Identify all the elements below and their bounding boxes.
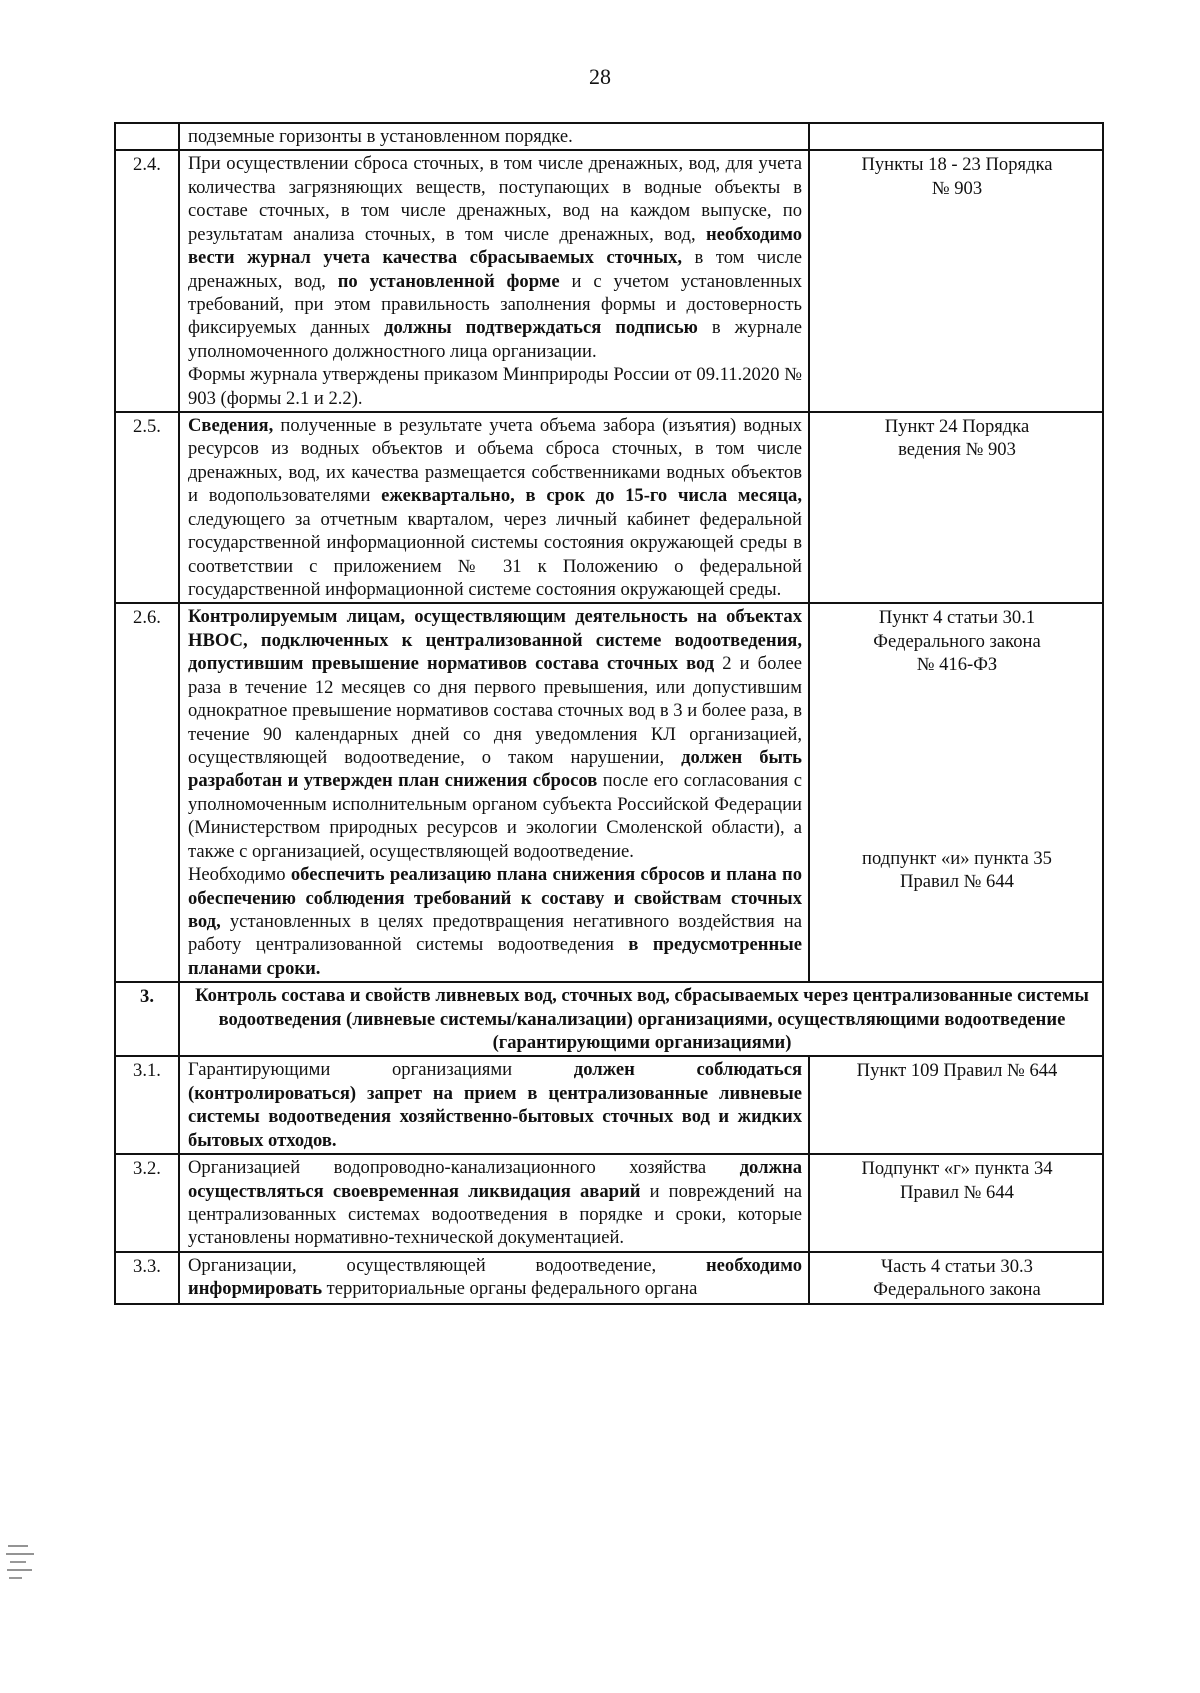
text-fragment: подземные горизонты в установленном порядке. xyxy=(188,126,573,147)
requirements-table-body xyxy=(115,123,1103,1304)
requirement-row xyxy=(115,603,1103,982)
reference-spacer xyxy=(818,830,1096,847)
requirement-row xyxy=(115,123,1103,150)
requirement-row xyxy=(115,1056,1103,1154)
text-fragment: следующего за отчетным кварталом, через личный кабинет федеральной государственной информационной системы состояния окружающей среды в соответствии с приложением № 31 к Положению о федеральной государственной информационной системе состояния окружающей среды. xyxy=(188,508,802,601)
text-fragment: При осуществлении сброса сточных, в том числе дренажных, вод, для учета количества загрязняющих веществ, поступающих в водные объекты в составе сточных, в том числе дренажных, вод на каждом выпуске, по результатам анализа сточных, в том числе дренажных, вод, xyxy=(188,153,802,245)
legal-reference xyxy=(809,603,1103,982)
requirement-text xyxy=(179,603,809,982)
emphasized-text: по установленной форме xyxy=(337,270,560,292)
item-number: 3.3. xyxy=(115,1252,179,1304)
requirement-text xyxy=(179,1056,809,1154)
requirement-row xyxy=(115,1154,1103,1252)
emphasized-text: необходимо информировать xyxy=(188,1254,802,1300)
emphasized-text: в предусмотренные планами сроки. xyxy=(188,934,802,979)
reference-line: № 416-ФЗ xyxy=(916,654,998,676)
text-fragment: Организации, осуществляющей водоотведение, xyxy=(188,1254,706,1276)
legal-reference xyxy=(809,150,1103,412)
legal-reference xyxy=(809,412,1103,603)
reference-line: № 903 xyxy=(931,177,983,199)
reference-line: Правил № 644 xyxy=(900,1181,1014,1203)
reference-line: Подпункт «г» пункта 34 xyxy=(861,1158,1053,1180)
reference-line: Пункт 4 статьи 30.1 xyxy=(878,607,1036,629)
requirement-text xyxy=(179,150,809,412)
text-fragment: и с учетом установленных требований, при этом правильность заполнения формы и достоверность фиксируемых данных xyxy=(188,270,802,339)
reference-spacer xyxy=(818,762,1096,779)
reference-line: Федерального закона xyxy=(873,1279,1041,1301)
emphasized-text: обеспечить реализацию плана снижения сбросов и плана по обеспечению соблюдения требований к составу и свойствам сточных вод, xyxy=(188,864,803,932)
emphasized-text: должен быть разработан и утвержден план снижения сбросов xyxy=(188,746,802,792)
reference-spacer xyxy=(818,694,1096,711)
section-header-row xyxy=(115,982,1103,1056)
text-fragment: и повреждений на централизованных системах водоотведения в порядке и сроки, которые установлены нормативно-технической документацией. xyxy=(188,1180,802,1249)
text-fragment: в журнале уполномоченного должностного лица организации. xyxy=(188,317,802,362)
reference-spacer xyxy=(818,728,1096,745)
text-fragment: после его согласования с уполномоченным исполнительным органом субъекта Российской Федерации (Министерством природных ресурсов и экологии Смоленской области), а также с организацией, осуществляющей водоотведение. xyxy=(188,770,803,862)
requirement-text xyxy=(179,1252,809,1304)
legal-reference xyxy=(809,123,1103,150)
item-number: 2.6. xyxy=(115,603,179,982)
requirement-row xyxy=(115,150,1103,412)
text-fragment: Организацией водопроводно-канализационного хозяйства xyxy=(188,1157,740,1179)
emphasized-text: необходимо вести журнал учета качества сбрасываемых сточных, xyxy=(188,223,802,269)
reference-line: ведения № 903 xyxy=(898,439,1016,461)
text-fragment: территориальные органы федерального органа xyxy=(322,1278,698,1300)
emphasized-text: ежеквартально, в срок до 15-го числа месяца, xyxy=(381,485,802,507)
legal-reference xyxy=(809,1154,1103,1252)
requirement-row xyxy=(115,412,1103,603)
text-fragment: Формы журнала утверждены приказом Минприроды России от 09.11.2020 № 903 (формы 2.1 и 2.2). xyxy=(188,364,802,409)
reference-line: подпункт «и» пункта 35 xyxy=(862,847,1052,869)
scan-artifact-marks xyxy=(4,1540,64,1600)
reference-spacer xyxy=(818,677,1096,694)
item-number: 3.2. xyxy=(115,1154,179,1252)
text-fragment: 2 и более раза в течение 12 месяцев со дня первого превышения, или допустившим однократное превышение нормативов состава сточных вод в 3 и более раза, в течение 90 календарных дней со дня уведомления КЛ организацией, осуществляющей водоотведение, о таком нарушении, xyxy=(188,653,803,768)
reference-line: Правил № 644 xyxy=(900,871,1014,893)
reference-line: Федерального закона xyxy=(873,630,1041,652)
reference-line: Пункт 109 Правил № 644 xyxy=(856,1060,1058,1082)
requirement-row xyxy=(115,1252,1103,1304)
text-fragment: в том числе дренажных, вод, xyxy=(188,247,802,292)
text-fragment: полученные в результате учета объема забора (изъятия) водных ресурсов из водных объектов и объема сброса сточных, в том числе дренажных, вод, их качества размещается собственниками водных объектов и водопользователями xyxy=(188,415,802,507)
item-number: 2.4. xyxy=(115,150,179,412)
reference-line: Пункт 24 Порядка xyxy=(884,416,1030,438)
legal-reference xyxy=(809,1056,1103,1154)
emphasized-text: Контролируемым лицам, осуществляющим деятельность на объектах НВОС, подключенных к централизованной системе водоотведения, допустившим превышение нормативов состава сточных вод xyxy=(188,606,802,675)
requirements-table xyxy=(114,122,1104,1305)
emphasized-text: должен соблюдаться (контролироваться) запрет на прием в централизованные ливневые системы водоотведения хозяйственно-бытовых сточных вод и жидких бытовых отходов. xyxy=(188,1059,803,1151)
reference-line: Часть 4 статьи 30.3 xyxy=(881,1255,1033,1277)
text-fragment: Необходимо xyxy=(188,864,291,886)
emphasized-text: должны подтверждаться подписью xyxy=(384,317,698,339)
section-title: Контроль состава и свойств ливневых вод, сточных вод, сбрасываемых через централизованные системы водоотведения (ливневые системы/канализации) организациями, осуществляющими водоотведение (гарантирующими организациями) xyxy=(179,982,1103,1056)
reference-spacer xyxy=(818,711,1096,728)
item-number: 3. xyxy=(115,982,179,1056)
item-number: 3.1. xyxy=(115,1056,179,1154)
page-number: 28 xyxy=(589,64,611,89)
reference-spacer xyxy=(818,813,1096,830)
legal-reference xyxy=(809,1252,1103,1304)
reference-line: Пункты 18 - 23 Порядка xyxy=(861,154,1053,176)
reference-spacer xyxy=(818,779,1096,796)
text-fragment: Гарантирующими организациями xyxy=(188,1059,574,1081)
reference-spacer xyxy=(818,745,1096,762)
requirements-table-container xyxy=(114,122,1104,1305)
requirement-text xyxy=(179,1154,809,1252)
text-fragment: установленных в целях предотвращения негативного воздействия на работу централизованной системы водоотведения xyxy=(188,910,802,956)
requirement-text xyxy=(179,123,809,150)
emphasized-text: должна осуществляться своевременная ликвидация аварий xyxy=(188,1157,802,1202)
item-number xyxy=(115,123,179,150)
emphasized-text: Сведения, xyxy=(188,415,274,437)
item-number: 2.5. xyxy=(115,412,179,603)
requirement-text xyxy=(179,412,809,603)
reference-spacer xyxy=(818,796,1096,813)
